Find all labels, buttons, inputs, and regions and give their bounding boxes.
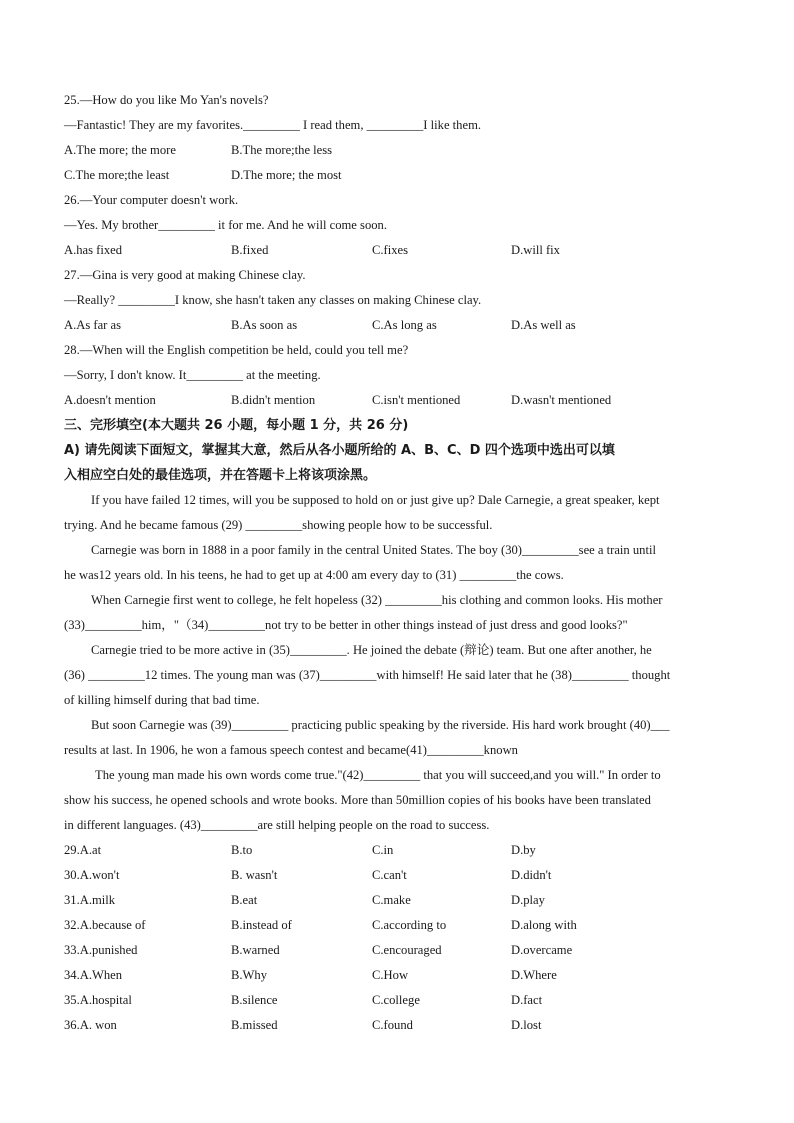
cloze-options-31 bbox=[64, 888, 734, 913]
option-a: A.The more; the more bbox=[64, 143, 176, 157]
passage-line: The young man made his own words come true."(42)_________ that you will succeed,and you will." In order to bbox=[95, 768, 661, 782]
passage-line: of killing himself during that bad time. bbox=[64, 693, 260, 707]
passage-line: show his success, he opened schools and wrote books. More than 50million copies of his books have been translated bbox=[64, 793, 651, 807]
option-d: D.The more; the most bbox=[231, 168, 342, 182]
option-d: D.wasn't mentioned bbox=[511, 393, 612, 407]
passage-line: in different languages. (43)_________are still helping people on the road to success. bbox=[64, 818, 490, 832]
cloze-options-30 bbox=[64, 863, 734, 888]
answer-26: —Yes. My brother_________ it for me. And he will come soon. bbox=[64, 218, 387, 232]
section-instructions-2: 入相应空白处的最佳选项，并在答题卡上将该项涂黑。 bbox=[64, 468, 377, 483]
passage-line: But soon Carnegie was (39)_________ practicing public speaking by the riverside. His hard work brought (40)___ bbox=[91, 718, 670, 732]
option-a: 30.A.won't bbox=[64, 868, 120, 882]
cloze-options-29 bbox=[64, 838, 734, 863]
passage-line: (33)_________him，"（34)_________not try to be better in other things instead of just dress and good looks?" bbox=[64, 618, 628, 632]
option-c: C.How bbox=[372, 968, 409, 982]
passage-line: Carnegie tried to be more active in (35)_________. He joined the debate (辩论) team. But one after another, he bbox=[91, 643, 652, 657]
option-a: A.has fixed bbox=[64, 243, 123, 257]
option-d: D.overcame bbox=[511, 943, 573, 957]
answer-27: —Really? _________I know, she hasn't taken any classes on making Chinese clay. bbox=[64, 293, 482, 307]
option-c: C.college bbox=[372, 993, 420, 1007]
options-28 bbox=[64, 388, 734, 413]
passage-line: he was12 years old. In his teens, he had to get up at 4:00 am every day to (31) _________the cows. bbox=[64, 568, 564, 582]
option-a: 34.A.When bbox=[64, 968, 123, 982]
cloze-options-32 bbox=[64, 913, 734, 938]
option-a: 36.A. won bbox=[64, 1018, 117, 1032]
option-b: B.silence bbox=[231, 993, 278, 1007]
option-b: B.Why bbox=[231, 968, 268, 982]
option-a: 31.A.milk bbox=[64, 893, 116, 907]
option-d: D.by bbox=[511, 843, 536, 857]
option-b: B.eat bbox=[231, 893, 258, 907]
option-b: B. wasn't bbox=[231, 868, 278, 882]
option-b: B.The more;the less bbox=[231, 143, 333, 157]
option-c: C.can't bbox=[372, 868, 407, 882]
option-a: A.doesn't mention bbox=[64, 393, 156, 407]
section-instructions-1: A) 请先阅读下面短文，掌握其大意，然后从各小题所给的 A、B、C、D 四个选项中选出可以填 bbox=[64, 443, 615, 458]
question-27: 27.—Gina is very good at making Chinese clay. bbox=[64, 268, 306, 282]
passage-line: If you have failed 12 times, will you be supposed to hold on or just give up? Dale Carnegie, a great speaker, kept bbox=[91, 493, 660, 507]
option-c: C.according to bbox=[372, 918, 447, 932]
option-a: A.As far as bbox=[64, 318, 122, 332]
exam-page bbox=[64, 88, 734, 1038]
option-c: C.make bbox=[372, 893, 411, 907]
passage-line: When Carnegie first went to college, he felt hopeless (32) _________his clothing and common looks. His mother bbox=[91, 593, 663, 607]
option-b: B.As soon as bbox=[231, 318, 298, 332]
option-a: 33.A.punished bbox=[64, 943, 138, 957]
option-d: D.didn't bbox=[511, 868, 552, 882]
option-a: 35.A.hospital bbox=[64, 993, 132, 1007]
option-c: C.found bbox=[372, 1018, 413, 1032]
option-a: 32.A.because of bbox=[64, 918, 146, 932]
options-25-row2 bbox=[64, 163, 734, 188]
options-25-row1 bbox=[64, 138, 734, 163]
option-b: B.missed bbox=[231, 1018, 278, 1032]
option-d: D.along with bbox=[511, 918, 577, 932]
option-a: 29.A.at bbox=[64, 843, 102, 857]
option-b: B.didn't mention bbox=[231, 393, 316, 407]
answer-28: —Sorry, I don't know. It_________ at the meeting. bbox=[64, 368, 321, 382]
question-28: 28.—When will the English competition be held, could you tell me? bbox=[64, 343, 409, 357]
option-c: C.isn't mentioned bbox=[372, 393, 461, 407]
cloze-options-36 bbox=[64, 1013, 734, 1038]
cloze-options-33 bbox=[64, 938, 734, 963]
option-b: B.warned bbox=[231, 943, 280, 957]
passage-line: Carnegie was born in 1888 in a poor family in the central United States. The boy (30)_________see a train until bbox=[91, 543, 656, 557]
option-c: C.fixes bbox=[372, 243, 409, 257]
question-25: 25.—How do you like Mo Yan's novels? bbox=[64, 93, 269, 107]
option-b: B.fixed bbox=[231, 243, 269, 257]
option-d: D.fact bbox=[511, 993, 543, 1007]
option-c: C.As long as bbox=[372, 318, 437, 332]
passage-line: (36) _________12 times. The young man was (37)_________with himself! He said later that he (38)_________ thought bbox=[64, 668, 671, 682]
option-d: D.will fix bbox=[511, 243, 560, 257]
cloze-options-34 bbox=[64, 963, 734, 988]
options-26 bbox=[64, 238, 734, 263]
options-27 bbox=[64, 313, 734, 338]
section-title: 三、完形填空(本大题共 26 小题，每小题 1 分，共 26 分) bbox=[64, 418, 409, 433]
option-c: C.The more;the least bbox=[64, 168, 170, 182]
option-b: B.instead of bbox=[231, 918, 292, 932]
passage-line: results at last. In 1906, he won a famous speech contest and became(41)_________known bbox=[64, 743, 518, 757]
cloze-options-35 bbox=[64, 988, 734, 1013]
option-c: C.encouraged bbox=[372, 943, 442, 957]
option-d: D.lost bbox=[511, 1018, 542, 1032]
passage-line: trying. And he became famous (29) _________showing people how to be successful. bbox=[64, 518, 493, 532]
option-d: D.play bbox=[511, 893, 545, 907]
option-b: B.to bbox=[231, 843, 253, 857]
option-d: D.Where bbox=[511, 968, 557, 982]
answer-25: —Fantastic! They are my favorites._________ I read them, _________I like them. bbox=[64, 118, 482, 132]
question-26: 26.—Your computer doesn't work. bbox=[64, 193, 239, 207]
option-d: D.As well as bbox=[511, 318, 576, 332]
option-c: C.in bbox=[372, 843, 394, 857]
